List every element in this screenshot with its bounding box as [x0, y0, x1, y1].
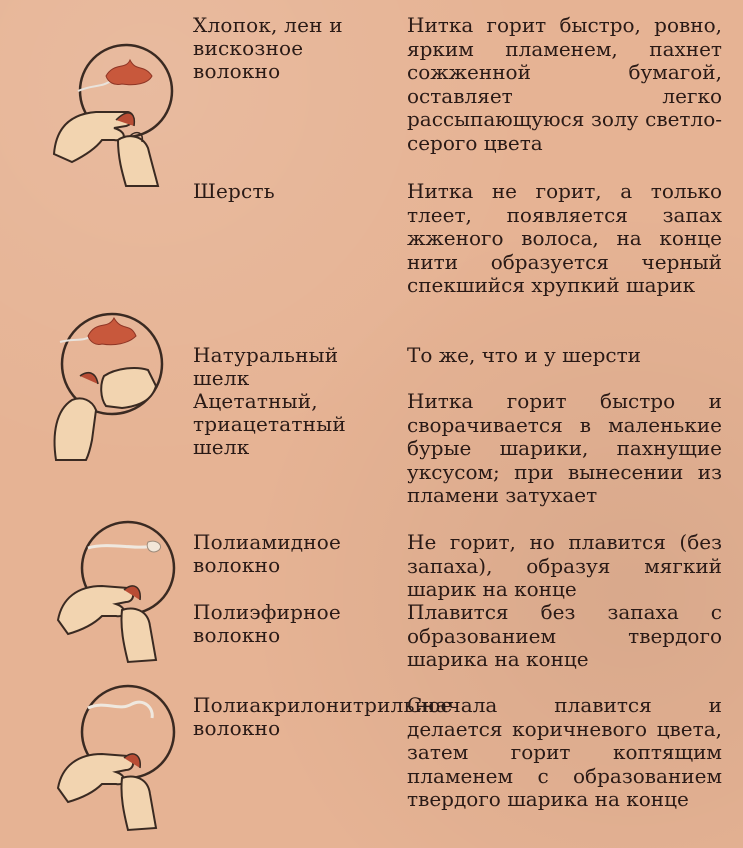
burning-result: Плавится без запаха с образованием твердого шарика на конце [407, 600, 722, 672]
burning-result: То же, что и у шерсти [407, 343, 642, 367]
burning-thread-hand-icon [44, 36, 184, 186]
burning-thread-hand-icon [48, 684, 188, 834]
fiber-name: Полиамидное волокно [193, 530, 342, 577]
burning-result: Нитка горит быстро, ровно, ярким пламенем, пахнет сожженной бумагой, оставляет легко рассыпающуюся золу светло-серого цвета [407, 13, 722, 155]
burning-result: Сначала плавится и делается коричневого цвета, затем горит коптящим пламенем с образованием твердого шарика на конце [407, 693, 722, 812]
fiber-name: Хлопок, лен и вискозное волокно [193, 13, 343, 83]
burning-thread-hand-icon [48, 520, 188, 670]
fiber-name: Полиакрилонитрильное волокно [193, 693, 453, 740]
fiber-name: Ацетатный, триацетатный шелк [193, 389, 346, 459]
burning-result: Не горит, но плавится (без запаха), образуя мягкий шарик на конце [407, 530, 722, 602]
burning-thread-hand-icon [44, 310, 184, 460]
burning-result: Нитка не горит, а только тлеет, появляется запах жженого волоса, на конце нити образуется черный спекшийся хрупкий шарик [407, 179, 722, 298]
fiber-name: Полиэфирное волокно [193, 600, 341, 647]
fiber-name: Шерсть [193, 179, 275, 203]
burning-result: Нитка горит быстро и сворачивается в маленькие бурые шарики, пахнущие уксусом; при вынесении из пламени затухает [407, 389, 722, 508]
fiber-name: Натуральный шелк [193, 343, 339, 390]
